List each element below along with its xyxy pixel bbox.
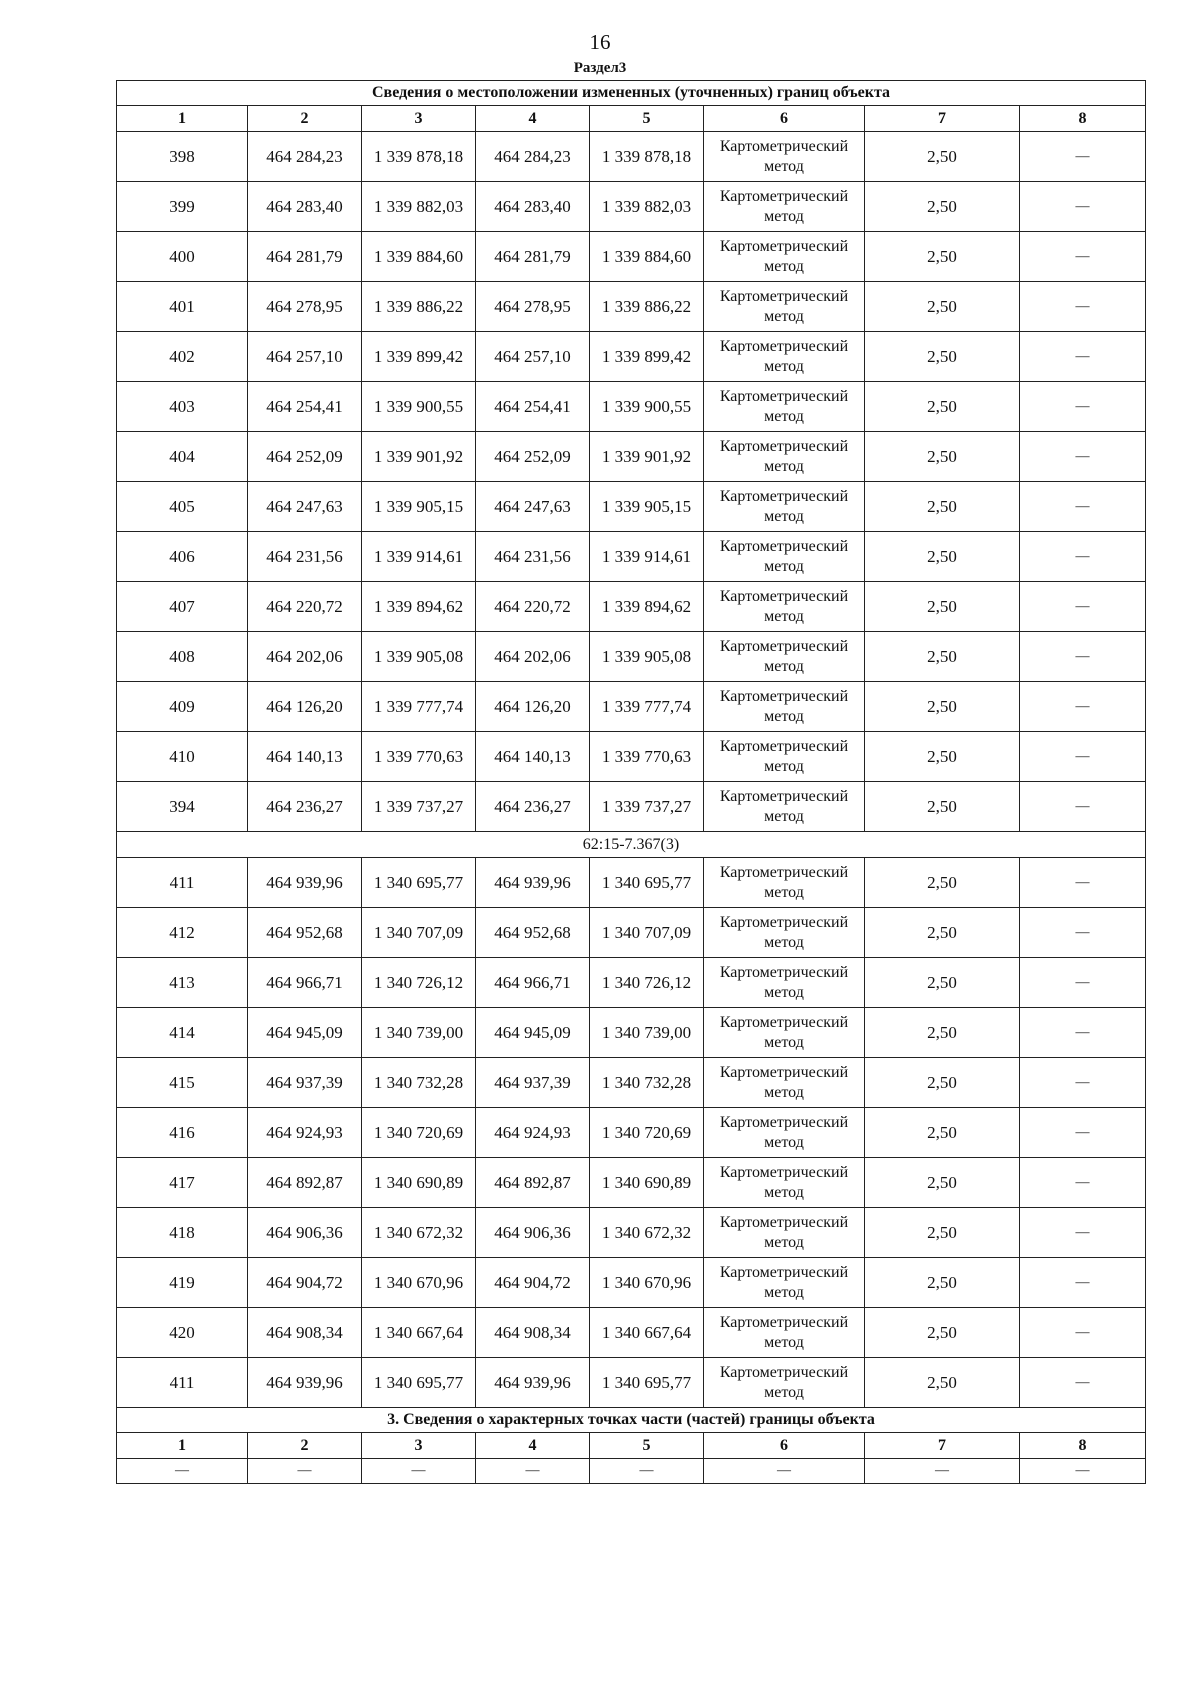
cell-y-new: 1 339 899,42 [590, 332, 704, 382]
cell-method: Картометрический метод [704, 1258, 865, 1308]
cell-point-number: 419 [117, 1258, 248, 1308]
cell-y-existing: 1 339 894,62 [362, 582, 476, 632]
cell-method: Картометрический метод [704, 1358, 865, 1408]
cell-x-existing: 464 236,27 [248, 782, 362, 832]
cell-x-existing: 464 904,72 [248, 1258, 362, 1308]
cell-x-existing: 464 937,39 [248, 1058, 362, 1108]
cell-x-new: 464 908,34 [476, 1308, 590, 1358]
cell-point-number: 401 [117, 282, 248, 332]
cell-accuracy: 2,50 [865, 858, 1020, 908]
cell-x-new: 464 939,96 [476, 858, 590, 908]
cell-accuracy: 2,50 [865, 1358, 1020, 1408]
empty-cell: — [865, 1459, 1020, 1484]
column-number-row [117, 106, 1146, 132]
cell-y-existing: 1 339 914,61 [362, 532, 476, 582]
cell-x-new: 464 904,72 [476, 1258, 590, 1308]
cell-y-existing: 1 340 672,32 [362, 1208, 476, 1258]
column-number: 4 [476, 1433, 590, 1459]
cell-y-existing: 1 340 739,00 [362, 1008, 476, 1058]
cell-point-number: 399 [117, 182, 248, 232]
cell-accuracy: 2,50 [865, 1308, 1020, 1358]
cell-method: Картометрический метод [704, 582, 865, 632]
cell-point-number: 405 [117, 482, 248, 532]
cell-description: — [1020, 858, 1146, 908]
cell-x-new: 464 254,41 [476, 382, 590, 432]
table-row [117, 1108, 1146, 1158]
cell-x-existing: 464 892,87 [248, 1158, 362, 1208]
cell-description: — [1020, 1208, 1146, 1258]
cell-y-new: 1 340 720,69 [590, 1108, 704, 1158]
table-row [117, 532, 1146, 582]
cell-point-number: 402 [117, 332, 248, 382]
cell-x-existing: 464 906,36 [248, 1208, 362, 1258]
cell-description: — [1020, 132, 1146, 182]
cell-method: Картометрический метод [704, 1208, 865, 1258]
cell-x-existing: 464 257,10 [248, 332, 362, 382]
cell-y-new: 1 339 882,03 [590, 182, 704, 232]
cell-point-number: 411 [117, 1358, 248, 1408]
cell-y-new: 1 339 737,27 [590, 782, 704, 832]
cell-method: Картометрический метод [704, 232, 865, 282]
cell-y-existing: 1 339 777,74 [362, 682, 476, 732]
cell-point-number: 409 [117, 682, 248, 732]
cell-y-existing: 1 339 886,22 [362, 282, 476, 332]
table-row [117, 582, 1146, 632]
cell-x-new: 464 126,20 [476, 682, 590, 732]
cell-accuracy: 2,50 [865, 532, 1020, 582]
cell-x-new: 464 892,87 [476, 1158, 590, 1208]
cell-x-new: 464 924,93 [476, 1108, 590, 1158]
cell-description: — [1020, 782, 1146, 832]
column-number: 7 [865, 1433, 1020, 1459]
cell-method: Картометрический метод [704, 532, 865, 582]
cell-accuracy: 2,50 [865, 632, 1020, 682]
cell-method: Картометрический метод [704, 858, 865, 908]
column-number: 4 [476, 106, 590, 132]
table-row [117, 1258, 1146, 1308]
cell-y-existing: 1 339 901,92 [362, 432, 476, 482]
cell-accuracy: 2,50 [865, 232, 1020, 282]
cell-accuracy: 2,50 [865, 682, 1020, 732]
cell-x-new: 464 257,10 [476, 332, 590, 382]
cell-y-existing: 1 340 732,28 [362, 1058, 476, 1108]
cell-method: Картометрический метод [704, 1158, 865, 1208]
cell-y-new: 1 340 695,77 [590, 1358, 704, 1408]
cell-y-new: 1 339 777,74 [590, 682, 704, 732]
empty-cell: — [362, 1459, 476, 1484]
cell-point-number: 404 [117, 432, 248, 482]
cell-method: Картометрический метод [704, 908, 865, 958]
column-number: 3 [362, 106, 476, 132]
table2-column-number-row [117, 1433, 1146, 1459]
cell-point-number: 406 [117, 532, 248, 582]
cell-y-existing: 1 340 707,09 [362, 908, 476, 958]
cell-description: — [1020, 1058, 1146, 1108]
boundary-table [116, 80, 1146, 1484]
cell-y-new: 1 339 878,18 [590, 132, 704, 182]
cell-method: Картометрический метод [704, 632, 865, 682]
cell-point-number: 394 [117, 782, 248, 832]
table-row [117, 1008, 1146, 1058]
group-label: 62:15-7.367(3) [117, 832, 1146, 858]
column-number: 7 [865, 106, 1020, 132]
cell-accuracy: 2,50 [865, 1008, 1020, 1058]
table-row [117, 732, 1146, 782]
table-row [117, 332, 1146, 382]
cell-y-existing: 1 339 770,63 [362, 732, 476, 782]
cell-method: Картометрический метод [704, 782, 865, 832]
cell-description: — [1020, 632, 1146, 682]
cell-point-number: 412 [117, 908, 248, 958]
cell-point-number: 416 [117, 1108, 248, 1158]
cell-x-existing: 464 281,79 [248, 232, 362, 282]
cell-y-existing: 1 340 695,77 [362, 1358, 476, 1408]
cell-x-new: 464 140,13 [476, 732, 590, 782]
table-row [117, 382, 1146, 432]
cell-y-new: 1 339 901,92 [590, 432, 704, 482]
cell-method: Картометрический метод [704, 432, 865, 482]
cell-description: — [1020, 532, 1146, 582]
column-number: 6 [704, 106, 865, 132]
cell-y-existing: 1 340 695,77 [362, 858, 476, 908]
cell-y-existing: 1 340 670,96 [362, 1258, 476, 1308]
page-number: 16 [589, 30, 611, 54]
cell-x-new: 464 236,27 [476, 782, 590, 832]
column-number: 5 [590, 106, 704, 132]
table-row [117, 858, 1146, 908]
cell-y-new: 1 340 707,09 [590, 908, 704, 958]
table-row [117, 1358, 1146, 1408]
table-row [117, 632, 1146, 682]
cell-y-existing: 1 340 726,12 [362, 958, 476, 1008]
cell-x-existing: 464 278,95 [248, 282, 362, 332]
cell-x-existing: 464 908,34 [248, 1308, 362, 1358]
column-number: 1 [117, 106, 248, 132]
table-row [117, 1208, 1146, 1258]
cell-x-new: 464 220,72 [476, 582, 590, 632]
cell-accuracy: 2,50 [865, 1258, 1020, 1308]
table2-empty-row [117, 1459, 1146, 1484]
column-number: 8 [1020, 106, 1146, 132]
cell-method: Картометрический метод [704, 282, 865, 332]
cell-x-existing: 464 939,96 [248, 858, 362, 908]
cell-x-existing: 464 966,71 [248, 958, 362, 1008]
column-number: 2 [248, 106, 362, 132]
table2-title: 3. Сведения о характерных точках части (частей) границы объекта [117, 1408, 1146, 1433]
cell-method: Картометрический метод [704, 1008, 865, 1058]
cell-description: — [1020, 1158, 1146, 1208]
cell-point-number: 410 [117, 732, 248, 782]
cell-x-existing: 464 202,06 [248, 632, 362, 682]
cell-description: — [1020, 482, 1146, 532]
table-row [117, 432, 1146, 482]
cell-y-existing: 1 339 878,18 [362, 132, 476, 182]
cell-y-existing: 1 340 720,69 [362, 1108, 476, 1158]
cell-accuracy: 2,50 [865, 1158, 1020, 1208]
cell-x-existing: 464 924,93 [248, 1108, 362, 1158]
cell-point-number: 403 [117, 382, 248, 432]
cell-y-existing: 1 339 899,42 [362, 332, 476, 382]
cell-y-existing: 1 339 905,15 [362, 482, 476, 532]
column-number: 5 [590, 1433, 704, 1459]
cell-y-new: 1 339 905,15 [590, 482, 704, 532]
cell-accuracy: 2,50 [865, 958, 1020, 1008]
cell-point-number: 418 [117, 1208, 248, 1258]
cell-y-new: 1 340 672,32 [590, 1208, 704, 1258]
cell-x-new: 464 906,36 [476, 1208, 590, 1258]
table-title-row [117, 81, 1146, 106]
cell-description: — [1020, 1308, 1146, 1358]
cell-x-existing: 464 231,56 [248, 532, 362, 582]
cell-point-number: 408 [117, 632, 248, 682]
cell-description: — [1020, 382, 1146, 432]
cell-y-new: 1 340 667,64 [590, 1308, 704, 1358]
empty-cell: — [704, 1459, 865, 1484]
cell-x-new: 464 283,40 [476, 182, 590, 232]
cell-accuracy: 2,50 [865, 382, 1020, 432]
cell-y-existing: 1 340 667,64 [362, 1308, 476, 1358]
cell-accuracy: 2,50 [865, 482, 1020, 532]
cell-y-existing: 1 340 690,89 [362, 1158, 476, 1208]
cell-description: — [1020, 958, 1146, 1008]
cell-x-new: 464 281,79 [476, 232, 590, 282]
cell-method: Картометрический метод [704, 482, 865, 532]
cell-y-new: 1 339 770,63 [590, 732, 704, 782]
cell-accuracy: 2,50 [865, 782, 1020, 832]
cell-description: — [1020, 682, 1146, 732]
cell-accuracy: 2,50 [865, 332, 1020, 382]
cell-x-existing: 464 252,09 [248, 432, 362, 482]
cell-method: Картометрический метод [704, 132, 865, 182]
cell-y-existing: 1 339 905,08 [362, 632, 476, 682]
table-row [117, 132, 1146, 182]
cell-x-existing: 464 939,96 [248, 1358, 362, 1408]
cell-point-number: 398 [117, 132, 248, 182]
cell-accuracy: 2,50 [865, 582, 1020, 632]
cell-y-new: 1 339 894,62 [590, 582, 704, 632]
cell-description: — [1020, 332, 1146, 382]
empty-cell: — [248, 1459, 362, 1484]
table-row [117, 682, 1146, 732]
cell-description: — [1020, 1358, 1146, 1408]
cell-method: Картометрический метод [704, 1108, 865, 1158]
cell-y-new: 1 339 884,60 [590, 232, 704, 282]
cell-x-existing: 464 126,20 [248, 682, 362, 732]
cell-accuracy: 2,50 [865, 1058, 1020, 1108]
cell-y-new: 1 340 695,77 [590, 858, 704, 908]
table-row [117, 232, 1146, 282]
cell-description: — [1020, 1008, 1146, 1058]
cell-accuracy: 2,50 [865, 282, 1020, 332]
cell-y-existing: 1 339 900,55 [362, 382, 476, 432]
cell-x-new: 464 284,23 [476, 132, 590, 182]
cell-accuracy: 2,50 [865, 1208, 1020, 1258]
cell-y-new: 1 340 690,89 [590, 1158, 704, 1208]
cell-y-new: 1 339 900,55 [590, 382, 704, 432]
empty-cell: — [590, 1459, 704, 1484]
table-row [117, 908, 1146, 958]
table-row [117, 182, 1146, 232]
cell-method: Картометрический метод [704, 958, 865, 1008]
cell-x-new: 464 952,68 [476, 908, 590, 958]
cell-y-new: 1 340 726,12 [590, 958, 704, 1008]
table-title: Сведения о местоположении измененных (уточненных) границ объекта [117, 81, 1146, 106]
cell-point-number: 417 [117, 1158, 248, 1208]
cell-x-new: 464 966,71 [476, 958, 590, 1008]
cell-description: — [1020, 282, 1146, 332]
cell-accuracy: 2,50 [865, 182, 1020, 232]
cell-method: Картометрический метод [704, 1058, 865, 1108]
column-number: 2 [248, 1433, 362, 1459]
cell-x-new: 464 231,56 [476, 532, 590, 582]
cell-description: — [1020, 182, 1146, 232]
cell-description: — [1020, 582, 1146, 632]
cell-method: Картометрический метод [704, 1308, 865, 1358]
cell-y-new: 1 340 732,28 [590, 1058, 704, 1108]
cell-x-new: 464 945,09 [476, 1008, 590, 1058]
cell-x-existing: 464 284,23 [248, 132, 362, 182]
cell-x-existing: 464 952,68 [248, 908, 362, 958]
cell-point-number: 413 [117, 958, 248, 1008]
cell-y-new: 1 340 739,00 [590, 1008, 704, 1058]
cell-point-number: 400 [117, 232, 248, 282]
cell-point-number: 407 [117, 582, 248, 632]
cell-x-existing: 464 945,09 [248, 1008, 362, 1058]
cell-method: Картометрический метод [704, 682, 865, 732]
column-number: 6 [704, 1433, 865, 1459]
cell-y-new: 1 339 905,08 [590, 632, 704, 682]
column-number: 3 [362, 1433, 476, 1459]
cell-method: Картометрический метод [704, 732, 865, 782]
cell-description: — [1020, 1258, 1146, 1308]
cell-x-existing: 464 254,41 [248, 382, 362, 432]
cell-y-existing: 1 339 737,27 [362, 782, 476, 832]
cell-y-existing: 1 339 884,60 [362, 232, 476, 282]
cell-x-new: 464 202,06 [476, 632, 590, 682]
cell-accuracy: 2,50 [865, 1108, 1020, 1158]
table-row [117, 482, 1146, 532]
cell-point-number: 420 [117, 1308, 248, 1358]
cell-x-existing: 464 283,40 [248, 182, 362, 232]
cell-y-new: 1 339 914,61 [590, 532, 704, 582]
table-row [117, 958, 1146, 1008]
cell-method: Картометрический метод [704, 382, 865, 432]
cell-x-new: 464 939,96 [476, 1358, 590, 1408]
empty-cell: — [117, 1459, 248, 1484]
cell-x-new: 464 252,09 [476, 432, 590, 482]
cell-x-new: 464 937,39 [476, 1058, 590, 1108]
cell-x-existing: 464 220,72 [248, 582, 362, 632]
cell-point-number: 415 [117, 1058, 248, 1108]
table-row [117, 782, 1146, 832]
cell-description: — [1020, 732, 1146, 782]
cell-method: Картометрический метод [704, 182, 865, 232]
column-number: 8 [1020, 1433, 1146, 1459]
table-row [117, 1308, 1146, 1358]
table-row [117, 1058, 1146, 1108]
cell-accuracy: 2,50 [865, 132, 1020, 182]
section-heading: Раздел3 [573, 60, 627, 76]
cell-y-new: 1 340 670,96 [590, 1258, 704, 1308]
table-row [117, 1158, 1146, 1208]
cell-accuracy: 2,50 [865, 908, 1020, 958]
group-label-row [117, 832, 1146, 858]
table-row [117, 282, 1146, 332]
table2-title-row [117, 1408, 1146, 1433]
cell-point-number: 411 [117, 858, 248, 908]
cell-y-new: 1 339 886,22 [590, 282, 704, 332]
empty-cell: — [1020, 1459, 1146, 1484]
cell-y-existing: 1 339 882,03 [362, 182, 476, 232]
empty-cell: — [476, 1459, 590, 1484]
cell-accuracy: 2,50 [865, 732, 1020, 782]
cell-description: — [1020, 1108, 1146, 1158]
column-number: 1 [117, 1433, 248, 1459]
cell-accuracy: 2,50 [865, 432, 1020, 482]
cell-point-number: 414 [117, 1008, 248, 1058]
cell-description: — [1020, 232, 1146, 282]
cell-description: — [1020, 432, 1146, 482]
cell-x-existing: 464 140,13 [248, 732, 362, 782]
cell-x-existing: 464 247,63 [248, 482, 362, 532]
cell-x-new: 464 247,63 [476, 482, 590, 532]
cell-x-new: 464 278,95 [476, 282, 590, 332]
cell-description: — [1020, 908, 1146, 958]
cell-method: Картометрический метод [704, 332, 865, 382]
